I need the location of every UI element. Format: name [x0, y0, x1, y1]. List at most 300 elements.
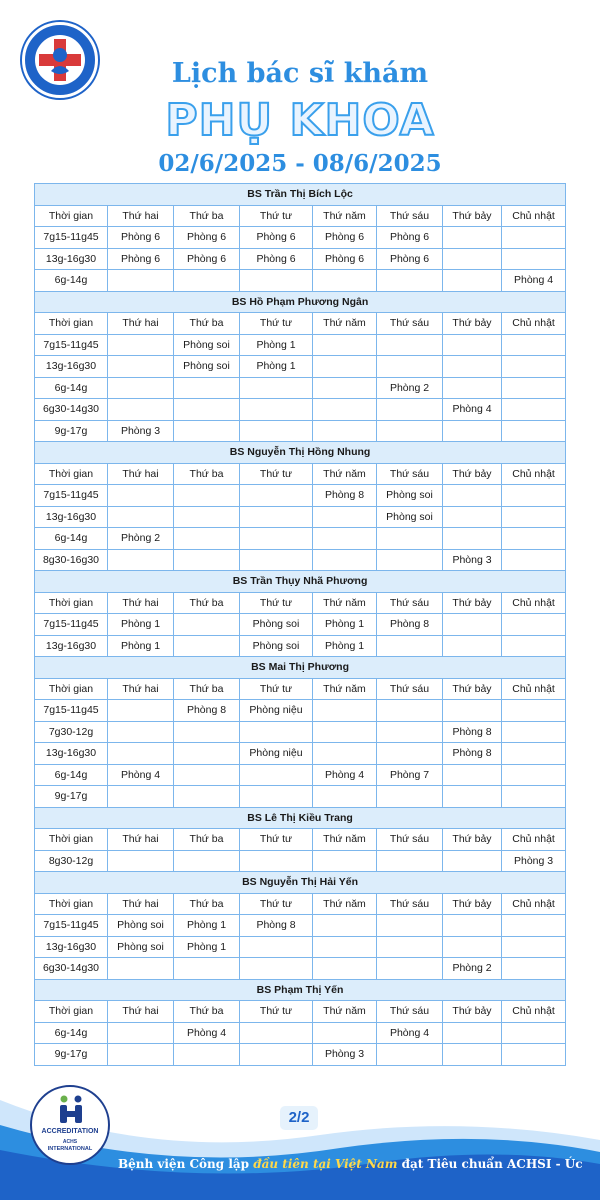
day-header-cell: Thứ năm [313, 313, 377, 335]
room-cell [313, 356, 377, 378]
schedule-row [35, 721, 566, 743]
room-cell [240, 958, 313, 980]
day-header-row [35, 313, 566, 335]
room-cell [377, 958, 443, 980]
room-cell [313, 528, 377, 550]
time-slot-cell: 6g-14g [35, 377, 108, 399]
day-header-cell: Thứ bảy [443, 678, 502, 700]
schedule-grid [34, 183, 566, 1066]
room-cell [313, 915, 377, 937]
room-cell [108, 1022, 174, 1044]
room-cell [240, 1044, 313, 1066]
room-cell [240, 377, 313, 399]
room-cell [313, 1022, 377, 1044]
room-cell [443, 334, 502, 356]
schedule-row [35, 936, 566, 958]
day-header-cell: Thứ sáu [377, 313, 443, 335]
room-cell [502, 635, 566, 657]
schedule-row [35, 334, 566, 356]
day-header-cell: Thứ sáu [377, 829, 443, 851]
room-cell [443, 764, 502, 786]
day-header-cell: Thứ bảy [443, 893, 502, 915]
room-cell [443, 786, 502, 808]
room-cell: Phòng niệu [240, 700, 313, 722]
room-cell [443, 700, 502, 722]
room-cell: Phòng 8 [443, 743, 502, 765]
achs-badge-icon [52, 1093, 90, 1127]
day-header-cell: Thứ năm [313, 1001, 377, 1023]
room-cell [313, 743, 377, 765]
room-cell: Phòng 4 [174, 1022, 240, 1044]
schedule-row [35, 399, 566, 421]
room-cell [443, 227, 502, 249]
room-cell [313, 270, 377, 292]
doctor-row [35, 872, 566, 894]
room-cell: Phòng 1 [108, 635, 174, 657]
room-cell [313, 786, 377, 808]
time-slot-cell: 13g-16g30 [35, 356, 108, 378]
room-cell [377, 743, 443, 765]
room-cell [240, 764, 313, 786]
day-header-cell: Thứ bảy [443, 463, 502, 485]
room-cell: Phòng soi [108, 936, 174, 958]
doctor-name: BS Nguyễn Thị Hồng Nhung [35, 442, 566, 464]
room-cell [313, 377, 377, 399]
time-slot-cell: 6g30-14g30 [35, 399, 108, 421]
doctor-name: BS Nguyễn Thị Hải Yến [35, 872, 566, 894]
time-slot-cell: 6g-14g [35, 270, 108, 292]
room-cell [240, 1022, 313, 1044]
day-header-cell: Thứ hai [108, 205, 174, 227]
day-header-cell: Thời gian [35, 205, 108, 227]
room-cell [240, 936, 313, 958]
room-cell: Phòng 2 [443, 958, 502, 980]
schedule-table [34, 183, 565, 1066]
time-slot-cell: 7g15-11g45 [35, 227, 108, 249]
room-cell: Phòng soi [377, 506, 443, 528]
room-cell [174, 420, 240, 442]
room-cell [240, 786, 313, 808]
room-cell [502, 1044, 566, 1066]
day-header-cell: Thứ ba [174, 313, 240, 335]
schedule-row [35, 700, 566, 722]
accreditation-badge [30, 1085, 110, 1165]
time-slot-cell: 6g-14g [35, 764, 108, 786]
room-cell [174, 485, 240, 507]
room-cell [377, 528, 443, 550]
day-header-cell: Thời gian [35, 463, 108, 485]
room-cell: Phòng 4 [377, 1022, 443, 1044]
time-slot-cell: 8g30-12g [35, 850, 108, 872]
room-cell [240, 399, 313, 421]
room-cell [174, 721, 240, 743]
tagline-accent: đầu tiên tại Việt Nam [253, 1157, 398, 1171]
schedule-row [35, 764, 566, 786]
room-cell: Phòng 8 [443, 721, 502, 743]
schedule-row [35, 356, 566, 378]
doctor-name: BS Hồ Phạm Phương Ngân [35, 291, 566, 313]
room-cell [443, 248, 502, 270]
room-cell [502, 614, 566, 636]
room-cell: Phòng 6 [240, 248, 313, 270]
room-cell [174, 549, 240, 571]
room-cell [377, 420, 443, 442]
day-header-cell: Thứ bảy [443, 592, 502, 614]
room-cell [174, 743, 240, 765]
room-cell [502, 743, 566, 765]
room-cell [108, 743, 174, 765]
room-cell [108, 399, 174, 421]
room-cell [502, 377, 566, 399]
room-cell [443, 1044, 502, 1066]
time-slot-cell: 8g30-16g30 [35, 549, 108, 571]
day-header-cell: Thời gian [35, 678, 108, 700]
room-cell [313, 420, 377, 442]
room-cell [377, 1044, 443, 1066]
day-header-cell: Thứ ba [174, 205, 240, 227]
schedule-row [35, 248, 566, 270]
day-header-cell: Thời gian [35, 592, 108, 614]
day-header-cell: Thứ ba [174, 829, 240, 851]
room-cell: Phòng 6 [377, 248, 443, 270]
day-header-row [35, 829, 566, 851]
day-header-cell: Chủ nhật [502, 678, 566, 700]
day-header-cell: Thứ hai [108, 829, 174, 851]
day-header-cell: Thời gian [35, 313, 108, 335]
tagline-part2: đạt Tiêu chuẩn ACHSI - Úc [397, 1157, 583, 1171]
day-header-cell: Chủ nhật [502, 463, 566, 485]
room-cell [108, 377, 174, 399]
room-cell: Phòng 6 [174, 248, 240, 270]
doctor-name: BS Trần Thụy Nhã Phương [35, 571, 566, 593]
schedule-row [35, 528, 566, 550]
day-header-row [35, 1001, 566, 1023]
day-header-cell: Thứ sáu [377, 678, 443, 700]
doctor-name: BS Mai Thị Phương [35, 657, 566, 679]
room-cell [240, 850, 313, 872]
day-header-cell: Thứ tư [240, 205, 313, 227]
page-title: Lịch bác sĩ khám [171, 58, 429, 89]
day-header-cell: Thứ tư [240, 313, 313, 335]
room-cell [313, 399, 377, 421]
room-cell [377, 915, 443, 937]
time-slot-cell: 7g15-11g45 [35, 334, 108, 356]
date-range: 02/6/2025 - 08/6/2025 [158, 150, 442, 177]
room-cell [377, 936, 443, 958]
day-header-cell: Thứ bảy [443, 313, 502, 335]
doctor-row [35, 657, 566, 679]
day-header-cell: Chủ nhật [502, 1001, 566, 1023]
time-slot-cell: 7g30-12g [35, 721, 108, 743]
room-cell [443, 356, 502, 378]
room-cell [443, 485, 502, 507]
day-header-cell: Thứ hai [108, 678, 174, 700]
room-cell: Phòng 2 [377, 377, 443, 399]
room-cell: Phòng 6 [174, 227, 240, 249]
room-cell [174, 958, 240, 980]
time-slot-cell: 7g15-11g45 [35, 485, 108, 507]
room-cell: Phòng soi [377, 485, 443, 507]
room-cell: Phòng 1 [174, 915, 240, 937]
time-slot-cell: 13g-16g30 [35, 506, 108, 528]
day-header-row [35, 205, 566, 227]
tagline-part1: Bệnh viện Công lập [118, 1157, 254, 1171]
room-cell [502, 506, 566, 528]
time-slot-cell: 7g15-11g45 [35, 614, 108, 636]
room-cell: Phòng 8 [313, 485, 377, 507]
room-cell [313, 936, 377, 958]
doctor-row [35, 571, 566, 593]
room-cell [174, 399, 240, 421]
room-cell [502, 485, 566, 507]
day-header-cell: Thứ sáu [377, 893, 443, 915]
room-cell: Phòng 6 [108, 248, 174, 270]
time-slot-cell: 7g15-11g45 [35, 915, 108, 937]
room-cell: Phòng 4 [502, 270, 566, 292]
room-cell: Phòng 3 [502, 850, 566, 872]
time-slot-cell: 9g-17g [35, 1044, 108, 1066]
day-header-cell: Thứ hai [108, 463, 174, 485]
room-cell [108, 721, 174, 743]
room-cell [377, 721, 443, 743]
room-cell: Phòng 6 [240, 227, 313, 249]
room-cell [502, 764, 566, 786]
doctor-row [35, 979, 566, 1001]
room-cell [240, 485, 313, 507]
room-cell [313, 850, 377, 872]
room-cell [174, 850, 240, 872]
room-cell [108, 549, 174, 571]
room-cell [502, 248, 566, 270]
room-cell [443, 936, 502, 958]
room-cell [443, 377, 502, 399]
doctor-name: BS Trần Thị Bích Lộc [35, 184, 566, 206]
room-cell [108, 485, 174, 507]
doctor-name: BS Phạm Thị Yến [35, 979, 566, 1001]
room-cell [313, 506, 377, 528]
schedule-row [35, 485, 566, 507]
room-cell: Phòng 1 [108, 614, 174, 636]
room-cell: Phòng niệu [240, 743, 313, 765]
room-cell: Phòng 1 [313, 614, 377, 636]
schedule-row [35, 1022, 566, 1044]
schedule-row [35, 614, 566, 636]
room-cell: Phòng 4 [313, 764, 377, 786]
day-header-cell: Thứ sáu [377, 205, 443, 227]
room-cell [174, 635, 240, 657]
room-cell [174, 764, 240, 786]
room-cell: Phòng 3 [108, 420, 174, 442]
room-cell [502, 936, 566, 958]
day-header-cell: Thứ năm [313, 893, 377, 915]
schedule-row [35, 227, 566, 249]
room-cell [377, 356, 443, 378]
room-cell [108, 786, 174, 808]
room-cell [108, 958, 174, 980]
badge-international-label: INTERNATIONAL [47, 1146, 93, 1152]
room-cell: Phòng 1 [240, 356, 313, 378]
room-cell [240, 528, 313, 550]
room-cell: Phòng soi [174, 356, 240, 378]
room-cell [174, 506, 240, 528]
room-cell [443, 1022, 502, 1044]
room-cell [174, 786, 240, 808]
room-cell [502, 399, 566, 421]
day-header-cell: Chủ nhật [502, 829, 566, 851]
room-cell [240, 549, 313, 571]
room-cell: Phòng 6 [377, 227, 443, 249]
day-header-cell: Thứ tư [240, 893, 313, 915]
room-cell [108, 850, 174, 872]
day-header-cell: Thứ ba [174, 678, 240, 700]
schedule-row [35, 549, 566, 571]
doctor-row [35, 807, 566, 829]
badge-accreditation-label: ACCREDITATION [41, 1128, 99, 1135]
footer-tagline [118, 1157, 583, 1171]
room-cell [240, 506, 313, 528]
time-slot-cell: 9g-17g [35, 786, 108, 808]
day-header-cell: Thứ ba [174, 893, 240, 915]
room-cell [174, 528, 240, 550]
room-cell: Phòng 1 [174, 936, 240, 958]
badge-achs-label: ACHS [62, 1139, 78, 1145]
room-cell [502, 227, 566, 249]
day-header-cell: Thứ năm [313, 829, 377, 851]
day-header-cell: Thứ ba [174, 592, 240, 614]
room-cell [313, 334, 377, 356]
room-cell [502, 786, 566, 808]
specialty-title: PHỤ KHOA [165, 95, 435, 146]
doctor-name: BS Lê Thị Kiều Trang [35, 807, 566, 829]
room-cell [443, 915, 502, 937]
day-header-cell: Thứ tư [240, 463, 313, 485]
time-slot-cell: 6g-14g [35, 1022, 108, 1044]
day-header-cell: Thứ tư [240, 592, 313, 614]
day-header-row [35, 678, 566, 700]
room-cell [377, 399, 443, 421]
schedule-row [35, 915, 566, 937]
room-cell [313, 549, 377, 571]
doctor-row [35, 442, 566, 464]
room-cell: Phòng 8 [240, 915, 313, 937]
time-slot-cell: 6g30-14g30 [35, 958, 108, 980]
day-header-cell: Chủ nhật [502, 893, 566, 915]
schedule-row [35, 743, 566, 765]
room-cell [443, 635, 502, 657]
time-slot-cell: 6g-14g [35, 528, 108, 550]
day-header-cell: Thứ tư [240, 829, 313, 851]
day-header-cell: Thứ sáu [377, 592, 443, 614]
room-cell [502, 915, 566, 937]
room-cell: Phòng 1 [240, 334, 313, 356]
room-cell [502, 528, 566, 550]
day-header-cell: Thứ năm [313, 463, 377, 485]
room-cell [108, 1044, 174, 1066]
day-header-cell: Thứ năm [313, 592, 377, 614]
room-cell: Phòng 4 [443, 399, 502, 421]
room-cell [443, 528, 502, 550]
day-header-cell: Thứ hai [108, 1001, 174, 1023]
room-cell: Phòng 1 [313, 635, 377, 657]
time-slot-cell: 9g-17g [35, 420, 108, 442]
day-header-cell: Thứ hai [108, 313, 174, 335]
day-header-cell: Thứ tư [240, 678, 313, 700]
room-cell [502, 721, 566, 743]
day-header-cell: Thứ bảy [443, 205, 502, 227]
room-cell: Phòng 3 [443, 549, 502, 571]
room-cell: Phòng 8 [377, 614, 443, 636]
room-cell [108, 334, 174, 356]
room-cell [174, 377, 240, 399]
day-header-row [35, 592, 566, 614]
room-cell: Phòng 2 [108, 528, 174, 550]
day-header-row [35, 893, 566, 915]
room-cell [174, 270, 240, 292]
room-cell: Phòng 3 [313, 1044, 377, 1066]
day-header-cell: Thứ sáu [377, 1001, 443, 1023]
day-header-cell: Thời gian [35, 893, 108, 915]
room-cell: Phòng 7 [377, 764, 443, 786]
doctor-row [35, 291, 566, 313]
day-header-cell: Thứ bảy [443, 829, 502, 851]
room-cell [443, 614, 502, 636]
room-cell: Phòng soi [240, 635, 313, 657]
time-slot-cell: 7g15-11g45 [35, 700, 108, 722]
room-cell [108, 700, 174, 722]
schedule-row [35, 270, 566, 292]
time-slot-cell: 13g-16g30 [35, 248, 108, 270]
room-cell [502, 356, 566, 378]
room-cell [502, 1022, 566, 1044]
day-header-cell: Thứ sáu [377, 463, 443, 485]
schedule-row [35, 506, 566, 528]
room-cell [240, 270, 313, 292]
room-cell [108, 506, 174, 528]
day-header-cell: Chủ nhật [502, 313, 566, 335]
room-cell [240, 420, 313, 442]
day-header-cell: Thứ hai [108, 592, 174, 614]
room-cell [502, 549, 566, 571]
room-cell [240, 721, 313, 743]
room-cell [377, 549, 443, 571]
room-cell [443, 420, 502, 442]
room-cell [377, 635, 443, 657]
room-cell [502, 334, 566, 356]
day-header-cell: Thứ ba [174, 1001, 240, 1023]
time-slot-cell: 13g-16g30 [35, 635, 108, 657]
day-header-cell: Thứ tư [240, 1001, 313, 1023]
room-cell [502, 420, 566, 442]
room-cell [377, 334, 443, 356]
schedule-row [35, 377, 566, 399]
room-cell [313, 958, 377, 980]
schedule-row [35, 786, 566, 808]
room-cell [443, 506, 502, 528]
room-cell: Phòng 8 [174, 700, 240, 722]
time-slot-cell: 13g-16g30 [35, 743, 108, 765]
room-cell [377, 270, 443, 292]
schedule-row [35, 850, 566, 872]
room-cell: Phòng 6 [313, 227, 377, 249]
room-cell: Phòng 6 [313, 248, 377, 270]
day-header-cell: Thứ ba [174, 463, 240, 485]
time-slot-cell: 13g-16g30 [35, 936, 108, 958]
schedule-row [35, 1044, 566, 1066]
room-cell: Phòng soi [240, 614, 313, 636]
room-cell [377, 700, 443, 722]
doctor-row [35, 184, 566, 206]
room-cell: Phòng soi [108, 915, 174, 937]
